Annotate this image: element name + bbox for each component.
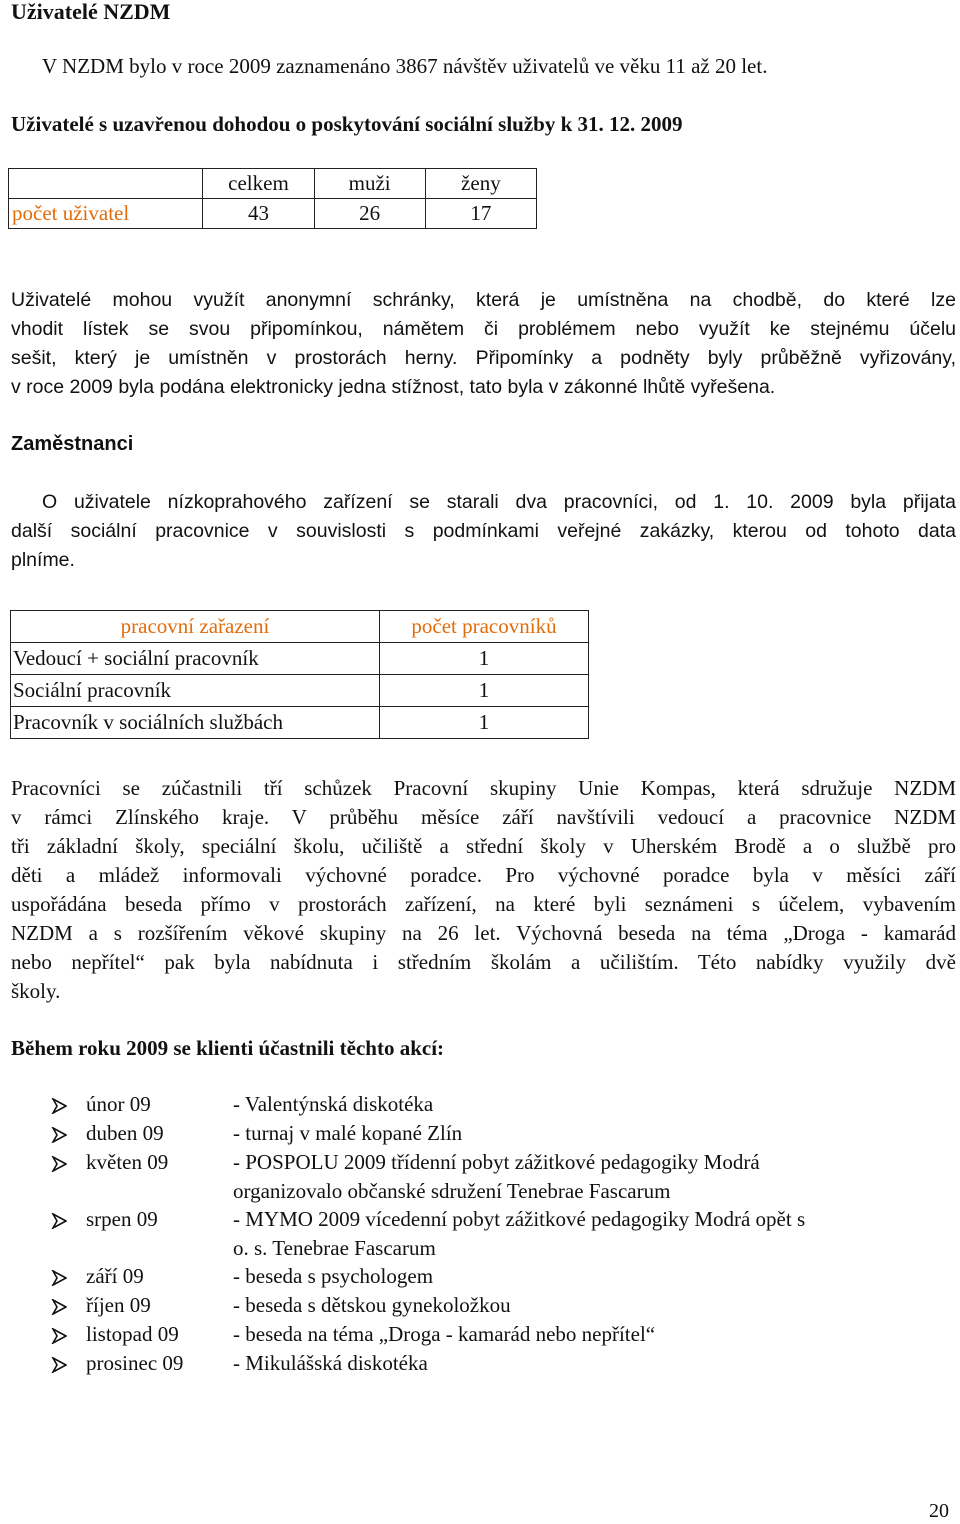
events-heading: Během roku 2009 se klienti účastnili těchto akcí: xyxy=(11,1036,445,1060)
staff-count-cell: 1 xyxy=(380,643,589,675)
paragraph-line: nebo nepřítel“ pak byla nabídnuta i středním školám a učilištím. Této nabídky využily dvě xyxy=(11,950,956,974)
paragraph-line: vhodit lístek se svou připomínkou, námětem či problémem nebo využít ke stejnému účelu xyxy=(11,318,956,340)
staff-role-cell: Vedoucí + sociální pracovník xyxy=(11,643,380,675)
event-description: - POSPOLU 2009 třídenní pobyt zážitkové pedagogiky Modrá xyxy=(233,1150,760,1174)
paragraph-line: O uživatele nízkoprahového zařízení se starali dva pracovníci, od 1. 10. 2009 byla přijata xyxy=(42,491,956,513)
arrowhead-bullet-icon xyxy=(51,1328,67,1344)
paragraph-line: Uživatelé mohou využít anonymní schránky, která je umístněna na chodbě, do které lze xyxy=(11,289,956,311)
paragraph-line: v roce 2009 byla podána elektronicky jedna stížnost, tato byla v zákonné lhůtě vyřešena. xyxy=(11,376,776,398)
event-month: září 09 xyxy=(86,1264,144,1288)
paragraph-line: děti a mládež informovali výchovné poradce. Pro výchovné poradce byla v měsíci září xyxy=(11,863,956,887)
staff-table-header-count: počet pracovníků xyxy=(380,611,589,643)
paragraph-line: v rámci Zlínského kraje. V průběhu měsíce září navštívili vedoucí a pracovnice NZDM xyxy=(11,805,956,829)
arrowhead-bullet-icon xyxy=(51,1299,67,1315)
paragraph-line: Pracovníci se zúčastnili tří schůzek Pracovní skupiny Unie Kompas, která sdružuje NZDM xyxy=(11,776,956,800)
staff-role-cell: Sociální pracovník xyxy=(11,675,380,707)
arrowhead-bullet-icon xyxy=(51,1098,67,1114)
users-table-header-row xyxy=(9,169,537,199)
event-description: - MYMO 2009 vícedenní pobyt zážitkové pedagogiky Modrá opět s xyxy=(233,1207,806,1231)
users-table xyxy=(8,168,537,229)
arrowhead-bullet-icon xyxy=(51,1127,67,1143)
staff-table-header-row xyxy=(11,611,589,643)
complaints-paragraph xyxy=(11,286,956,402)
arrowhead-bullet-icon xyxy=(51,1357,67,1373)
users-table-header-men: muži xyxy=(314,169,425,199)
event-month: srpen 09 xyxy=(86,1207,158,1231)
event-month: únor 09 xyxy=(86,1092,151,1116)
paragraph-line: NZDM a s rozšířením věkové skupiny na 26 let. Výchovná beseda na téma „Droga - kamarád xyxy=(11,921,956,945)
visits-statement: V NZDM bylo v roce 2009 zaznamenáno 3867 návštěv uživatelů ve věku 11 až 20 let. xyxy=(42,54,768,78)
event-description: - Valentýnská diskotéka xyxy=(233,1092,434,1116)
users-table-value-women: 17 xyxy=(425,199,536,229)
arrowhead-bullet-icon xyxy=(51,1156,67,1172)
table-row xyxy=(11,707,589,739)
event-description: - beseda s dětskou gynekoložkou xyxy=(233,1293,511,1317)
contract-heading: Uživatelé s uzavřenou dohodou o poskytování sociální služby k 31. 12. 2009 xyxy=(11,112,683,136)
table-row xyxy=(11,643,589,675)
staff-count-cell: 1 xyxy=(380,707,589,739)
users-table-header-women: ženy xyxy=(425,169,536,199)
table-row xyxy=(11,675,589,707)
event-month: prosinec 09 xyxy=(86,1351,184,1375)
event-description-continued: o. s. Tenebrae Fascarum xyxy=(233,1236,436,1260)
arrowhead-bullet-icon xyxy=(51,1270,67,1286)
event-month: duben 09 xyxy=(86,1121,164,1145)
event-description: - Mikulášská diskotéka xyxy=(233,1351,428,1375)
paragraph-line: školy. xyxy=(11,979,61,1003)
staff-heading: Zaměstnanci xyxy=(11,433,134,455)
staff-paragraph xyxy=(11,488,956,575)
paragraph-line: uspořádána beseda přímo v prostorách zařízení, na které byli seznámeni s účelem, vybavením xyxy=(11,892,956,916)
users-table-corner-cell xyxy=(9,169,203,199)
section-heading-users: Uživatelé NZDM xyxy=(11,0,171,24)
users-table-value-men: 26 xyxy=(314,199,425,229)
event-description: - beseda na téma „Droga - kamarád nebo nepřítel“ xyxy=(233,1322,656,1346)
users-table-row-label: počet uživatel xyxy=(9,199,203,229)
event-description-continued: organizovalo občanské sdružení Tenebrae Fascarum xyxy=(233,1179,671,1203)
paragraph-line: plníme. xyxy=(11,549,75,571)
paragraph-line: další sociální pracovnice v souvislosti s podmínkami veřejné zakázky, kterou od tohoto data xyxy=(11,520,956,542)
event-description: - beseda s psychologem xyxy=(233,1264,434,1288)
paragraph-line: tři základní školy, speciální školu, učiliště a střední školy v Uherském Brodě a o službě pro xyxy=(11,834,956,858)
event-month: říjen 09 xyxy=(86,1293,151,1317)
staff-table-header-role: pracovní zařazení xyxy=(11,611,380,643)
staff-table xyxy=(10,610,589,739)
event-month: květen 09 xyxy=(86,1150,169,1174)
users-table-header-total: celkem xyxy=(203,169,314,199)
paragraph-line: sešit, který je umístněn v prostorách herny. Připomínky a podněty byly průběžně vyřizovány, xyxy=(11,347,956,369)
event-month: listopad 09 xyxy=(86,1322,179,1346)
staff-count-cell: 1 xyxy=(380,675,589,707)
users-table-row xyxy=(9,199,537,229)
users-table-value-total: 43 xyxy=(203,199,314,229)
event-description: - turnaj v malé kopané Zlín xyxy=(233,1121,463,1145)
staff-role-cell: Pracovník v sociálních službách xyxy=(11,707,380,739)
arrowhead-bullet-icon xyxy=(51,1213,67,1229)
page-number: 20 xyxy=(929,1500,949,1522)
activity-paragraph xyxy=(11,774,956,1006)
